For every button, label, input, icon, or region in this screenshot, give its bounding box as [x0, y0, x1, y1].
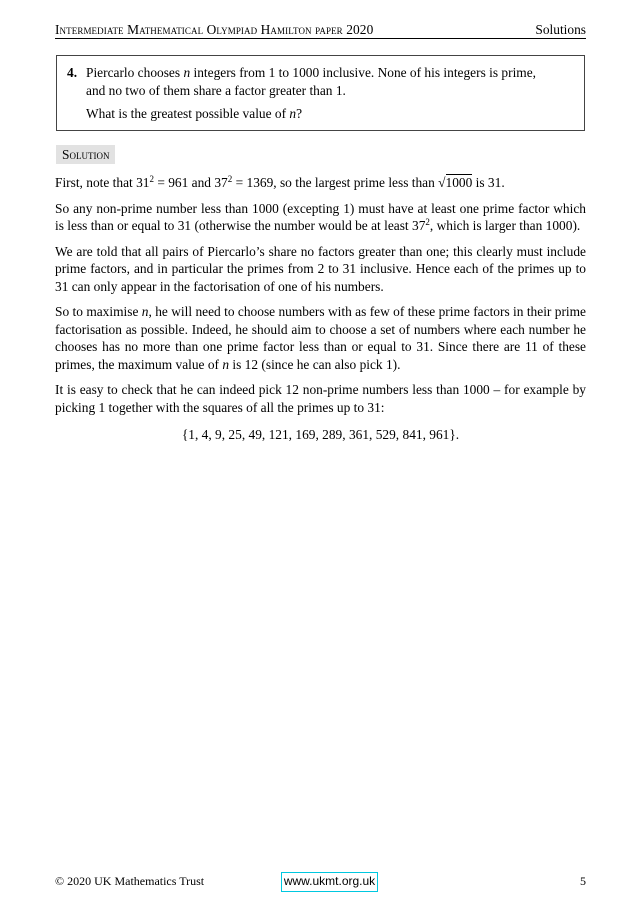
- solution-paragraph-2: [55, 200, 586, 235]
- solution-body: [55, 174, 586, 452]
- p1-text-d: is 31.: [472, 175, 505, 190]
- example-set: {1, 4, 9, 25, 49, 121, 169, 289, 361, 529, 841, 961}.: [181, 427, 460, 442]
- solution-paragraph-1: [55, 174, 586, 192]
- p1-text-a: First, note that 31: [55, 175, 150, 190]
- solution-paragraph-3: We are told that all pairs of Piercarlo’s share no factors greater than one; this clearly must include prime factors, and in particular the primes from 2 to 31 inclusive. Hence each of the primes up to 31 can only appear in the factorisation of one of his numbers.: [55, 243, 586, 294]
- square-root-1000: √1000: [438, 175, 473, 190]
- p4-text-c: is 12 (since he can also pick 1).: [229, 356, 401, 372]
- copyright-text: © 2020 UK Mathematics Trust: [55, 874, 205, 888]
- page-number: 5: [579, 874, 586, 888]
- solution-paragraph-5: It is easy to check that he can indeed pick 12 non-prime numbers less than 1000 – for example by picking 1 together with the squares of all the primes up to 31:: [55, 382, 586, 415]
- p2-exponent: 2: [425, 217, 430, 227]
- p1-text-b: = 961 and 37: [153, 175, 228, 190]
- p1-exponent-2: 2: [227, 174, 233, 184]
- p2-text-a: So any non-prime number less than 1000 (excepting 1) must have at least one prime factor which is less than or equal to 31 (otherwise the number would be at least 37: [55, 200, 586, 233]
- ukmt-website-link[interactable]: www.ukmt.org.uk: [281, 872, 378, 892]
- problem-line-1: [67, 64, 574, 82]
- problem-line-2: and no two of them share a factor greater than 1.: [86, 82, 346, 98]
- header-divider: [55, 38, 586, 39]
- problem-question: What is the greatest possible value of n?: [86, 106, 303, 121]
- problem-text-1: Piercarlo chooses n integers from 1 to 1000 inclusive. None of his integers is prime,: [86, 65, 537, 80]
- paper-title: Intermediate Mathematical Olympiad Hamilton paper 2020: [55, 22, 374, 37]
- page-footer: [55, 872, 586, 892]
- p1-exponent-1: 2: [149, 174, 154, 184]
- p4-variable-1: n: [141, 304, 149, 319]
- radicand: 1000: [445, 175, 473, 190]
- problem-statement-box: [56, 55, 585, 131]
- p2-text-b: , which is larger than 1000).: [429, 218, 581, 233]
- p4-text-a: So to maximise: [55, 304, 142, 319]
- p1-text-c: = 1369, so the largest prime less than: [232, 175, 439, 190]
- section-label: Solutions: [535, 22, 586, 37]
- p4-variable-2: n: [222, 356, 230, 372]
- page-header: [55, 21, 586, 39]
- solution-heading: Solution: [56, 145, 115, 164]
- p4-text-b: , he will need to choose numbers with as few of these prime factors in their prime factorisation as possible. Indeed, he should aim to choose a set of numbers where each number he chooses has no more than one prime factor less than or equal to 31. Since there are 11 of these primes, the maximum value of: [55, 304, 586, 372]
- solution-paragraph-4: [55, 303, 586, 373]
- problem-number: 4.: [67, 65, 78, 80]
